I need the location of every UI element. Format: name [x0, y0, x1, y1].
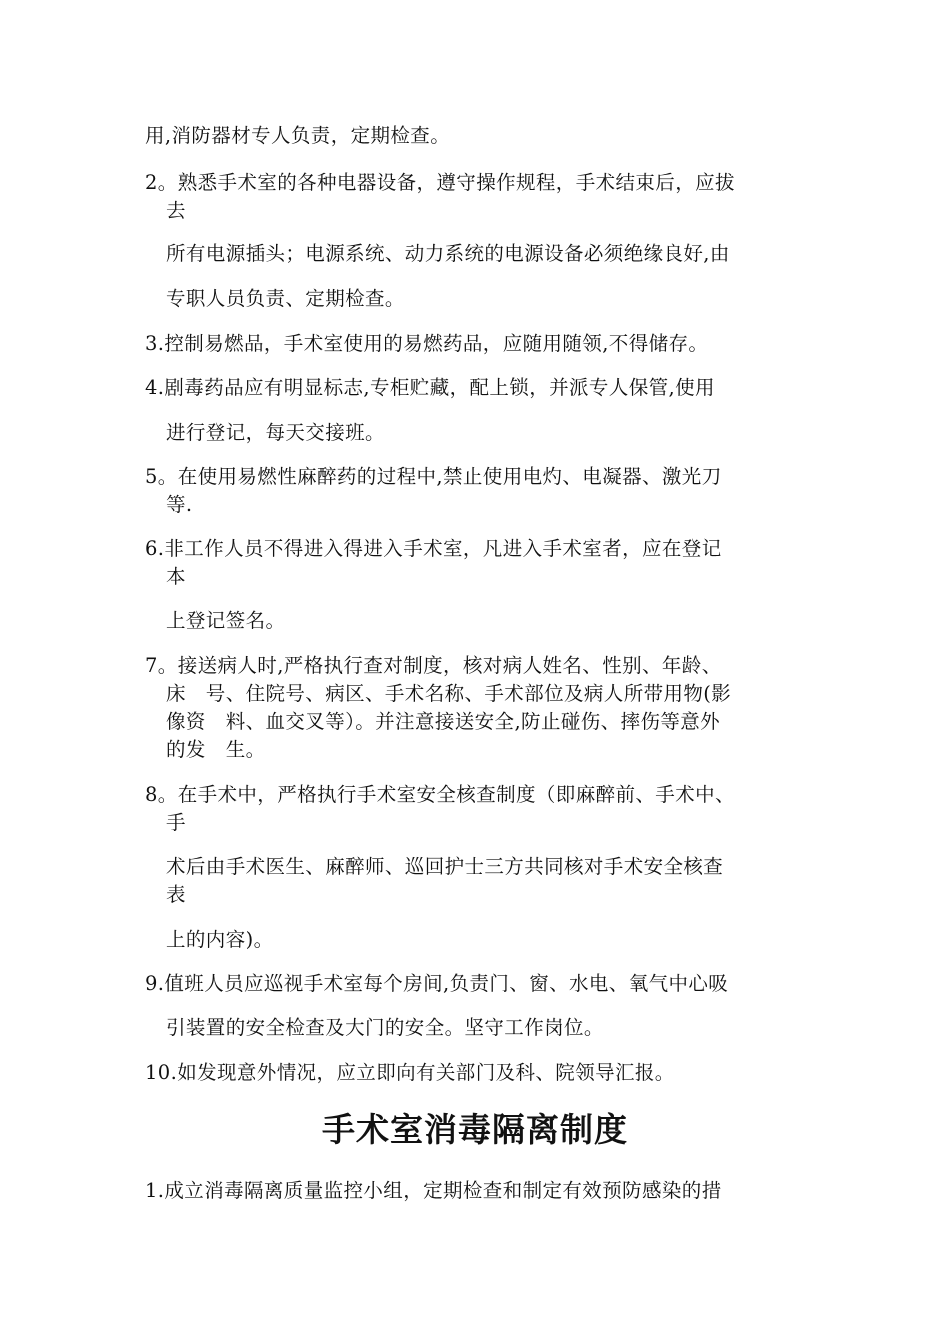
item-2-line: 2。熟悉手术室的各种电器设备，遵守操作规程，手术结束后，应拔: [145, 171, 735, 194]
next-section-line: 1.成立消毒隔离质量监控小组，定期检查和制定有效预防感染的措: [145, 1179, 722, 1202]
item-7-cont: 的发 生。: [166, 738, 266, 761]
section-heading: 手术室消毒隔离制度: [322, 1110, 628, 1149]
item-8-wrap: 表: [166, 883, 186, 906]
item-5-wrap: 等.: [166, 493, 193, 516]
item-5-line: 5。在使用易燃性麻醉药的过程中,禁止使用电灼、电凝器、激光刀: [145, 465, 722, 488]
item-2-wrap: 去: [166, 199, 186, 222]
item-7-line: 7。接送病人时,严格执行查对制度，核对病人姓名、性别、年龄、: [145, 654, 722, 677]
item-8-wrap: 手: [166, 811, 186, 834]
item-6-cont: 上登记签名。: [166, 609, 286, 632]
item-7-cont: 床 号、住院号、病区、手术名称、手术部位及病人所带用物(影: [166, 682, 732, 705]
item-8-line: 8。在手术中，严格执行手术室安全核查制度（即麻醉前、手术中、: [145, 783, 735, 806]
item-4-cont: 进行登记，每天交接班。: [166, 421, 385, 444]
item-9-cont: 引装置的安全检查及大门的安全。坚守工作岗位。: [166, 1016, 604, 1039]
item-6-line: 6.非工作人员不得进入得进入手术室，凡进入手术室者，应在登记: [145, 537, 722, 560]
item-2-cont: 专职人员负责、定期检查。: [166, 287, 405, 310]
item-8-cont: 术后由手术医生、麻醉师、巡回护士三方共同核对手术安全核查: [166, 855, 724, 878]
item-3-line: 3.控制易燃品，手术室使用的易燃药品，应随用随领,不得储存。: [145, 332, 709, 355]
item-7-cont: 像资 料、血交叉等）。并注意接送安全,防止碰伤、摔伤等意外: [166, 710, 721, 733]
item-6-wrap: 本: [166, 565, 186, 588]
item-4-line: 4.剧毒药品应有明显标志,专柜贮藏，配上锁，并派专人保管,使用: [145, 376, 715, 399]
item-2-cont: 所有电源插头；电源系统、动力系统的电源设备必须绝缘良好,由: [166, 242, 730, 265]
item-8-cont: 上的内容)。: [166, 928, 274, 951]
text-line: 用,消防器材专人负责，定期检查。: [145, 124, 451, 147]
item-9-line: 9.值班人员应巡视手术室每个房间,负责门、窗、水电、氧气中心吸: [145, 972, 729, 995]
item-10-line: 10.如发现意外情况，应立即向有关部门及科、院领导汇报。: [145, 1061, 675, 1084]
